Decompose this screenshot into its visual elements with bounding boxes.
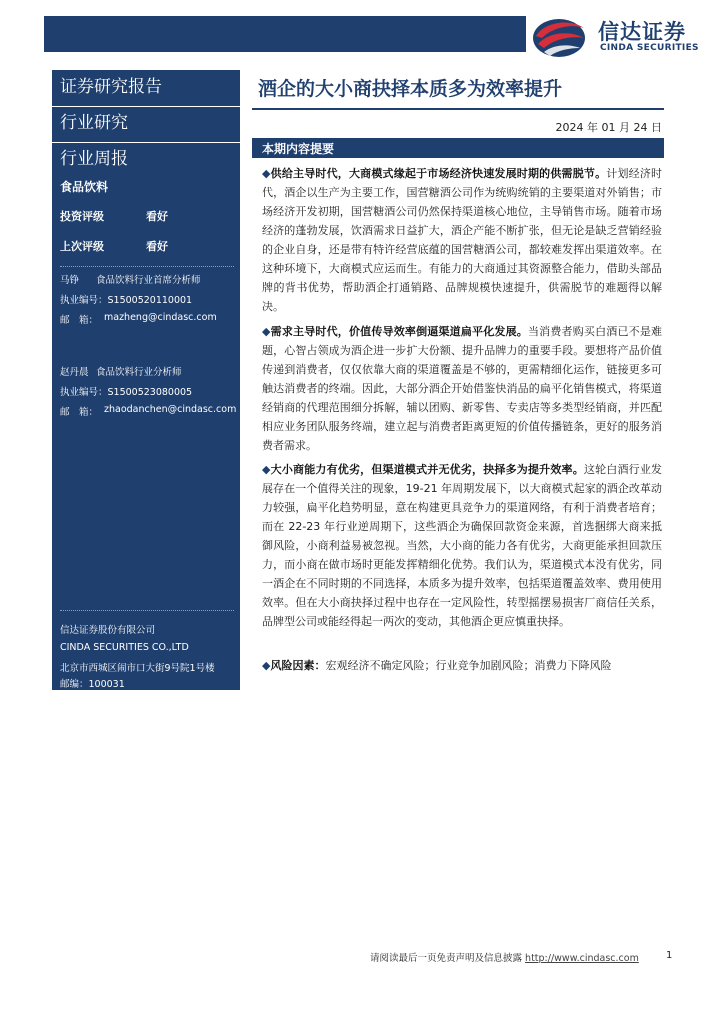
analyst-license: 执业编号：S1500523080005 — [60, 387, 193, 398]
paragraph-lead: 供给主导时代，大商模式缘起于市场经济快速发展时期的供需脱节。 — [270, 167, 607, 180]
sidebar-dotted-divider — [60, 610, 234, 611]
analyst-email-label: 邮 箱： — [60, 407, 99, 418]
paragraph-lead: 需求主导时代，价值传导效率倒逼渠道扁平化发展。 — [270, 325, 528, 338]
summary-paragraph — [262, 460, 662, 631]
diamond-bullet-icon: ◆ — [262, 659, 271, 672]
page-title: 酒企的大小商抉择本质多为效率提升 — [258, 78, 563, 100]
report-category: 行业研究 — [60, 113, 128, 133]
sidebar — [52, 70, 240, 690]
analyst-license: 执业编号：S1500520110001 — [60, 295, 193, 306]
paragraph-lead: 风险因素： — [270, 659, 326, 672]
company-name-en: CINDA SECURITIES CO.,LTD — [60, 642, 189, 653]
analyst-email[interactable]: mazheng@cindasc.com — [104, 312, 217, 323]
page-number: 1 — [666, 950, 673, 961]
cinda-logo — [530, 12, 710, 58]
rating-label: 投资评级 — [60, 210, 104, 223]
analyst-title: 食品饮料行业分析师 — [96, 367, 182, 378]
company-address: 北京市西城区闹市口大街9号院1号楼 — [60, 663, 215, 674]
diamond-bullet-icon: ◆ — [262, 167, 271, 180]
analyst-email-label: 邮 箱： — [60, 315, 99, 326]
sidebar-divider — [52, 142, 240, 143]
analyst-name: 赵丹晨 — [60, 367, 89, 378]
summary-paragraph — [262, 164, 662, 316]
industry-label: 食品饮料 — [60, 180, 109, 194]
rating-value: 看好 — [146, 210, 168, 223]
prev-rating-value: 看好 — [146, 240, 168, 253]
paragraph-body: 宏观经济不确定风险；行业竞争加剧风险；消费力下降风险 — [325, 659, 612, 672]
section-header — [252, 138, 664, 158]
title-divider — [252, 108, 664, 110]
report-date: 2024 年 01 月 24 日 — [555, 121, 662, 134]
analyst-email[interactable]: zhaodanchen@cindasc.com — [104, 404, 237, 415]
footer-note-text: 请阅读最后一页免责声明及信息披露 — [370, 953, 523, 964]
sidebar-dotted-divider — [60, 266, 234, 267]
paragraph-body: 这轮白酒行业发展存在一个值得关注的现象，19-21 年周期发展下，以大商模式起家的酒企改革动力较强，扁平化趋势明显，意在构建更具竞争力的渠道网络，有利于消费者培育；而在 22-23 年行业逆周期下，这些酒企为确保回款资金来源，首选捆绑大商来抵御风险，小商利益易被忽视。当然，大小商的能力各有优劣，大商更能承担回款压力，而小商在做市场时更能发挥精细化优势。我们认为，渠道模式本没有优劣，同一酒企在不同时期的不同选择，本质多为提升效率，包括渠道覆盖效率、费用使用效率。但在大小商抉择过程中也存在一定风险性，转型摇摆易损害厂商信任关系，品牌型公司或能经得起一两次的变动，其他酒企更应慎重抉择。 — [262, 463, 663, 628]
footer-website-link[interactable]: http://www.cindasc.com — [525, 953, 639, 964]
section-label: 本期内容提要 — [262, 142, 335, 156]
paragraph-body: 计划经济时代，酒企以生产为主要工作，国营糖酒公司作为统购统销的主要渠道对外销售；市场经济开发初期，国营糖酒公司仍然保持渠道核心地位，主导销售市场。随着市场经济的蓬勃发展，饮酒需求日益扩大，酒企产能不断扩张，但无论是缺乏营销经验的企业自身，还是带有特许经营底蕴的国营糖酒公司，都较难发挥出渠道效率。在这种环境下，大商模式应运而生。有能力的大商通过其资源整合能力，借助头部品牌的背书优势，帮助酒企打通销路、品牌规模快速提升，供需脱节的难题得以解决。 — [262, 167, 663, 313]
top-banner — [44, 16, 526, 52]
summary-paragraph — [262, 656, 662, 675]
report-subtype: 行业周报 — [60, 149, 128, 169]
analyst-title: 食品饮料行业首席分析师 — [96, 275, 201, 286]
summary-paragraph — [262, 322, 662, 455]
paragraph-body: 当消费者购买白酒已不是难题，心智占领成为酒企进一步扩大份额、提升品牌力的重要手段。要想将产品价值传递到消费者，仅仅依靠大商的渠道覆盖是不够的，更需精细化运作，链接更多可触达消费者的终端。因此，大部分酒企开始借鉴快消品的扁平化销售模式，将渠道经销商的代理范围细分拆解，辅以团购、新零售、专卖店等多类型经销商，并匹配相应业务团队服务终端，建立起与消费者距离更短的价值传播链条，更好的服务消费者需求。 — [262, 325, 663, 452]
diamond-bullet-icon: ◆ — [262, 463, 271, 476]
logo-chinese-name: 信达证券 — [598, 20, 686, 44]
footer-disclaimer — [370, 950, 639, 964]
cinda-logo-icon — [530, 14, 588, 58]
diamond-bullet-icon: ◆ — [262, 325, 271, 338]
paragraph-lead: 大小商能力有优劣，但渠道模式并无优劣，抉择多为提升效率。 — [270, 463, 584, 476]
prev-rating-label: 上次评级 — [60, 240, 104, 253]
report-type: 证券研究报告 — [60, 77, 162, 97]
company-name-cn: 信达证券股份有限公司 — [60, 625, 156, 636]
analyst-name: 马铮 — [60, 275, 80, 286]
sidebar-divider — [52, 106, 240, 107]
logo-english-name: CINDA SECURITIES — [600, 43, 699, 53]
company-postcode: 邮编：100031 — [60, 679, 125, 690]
